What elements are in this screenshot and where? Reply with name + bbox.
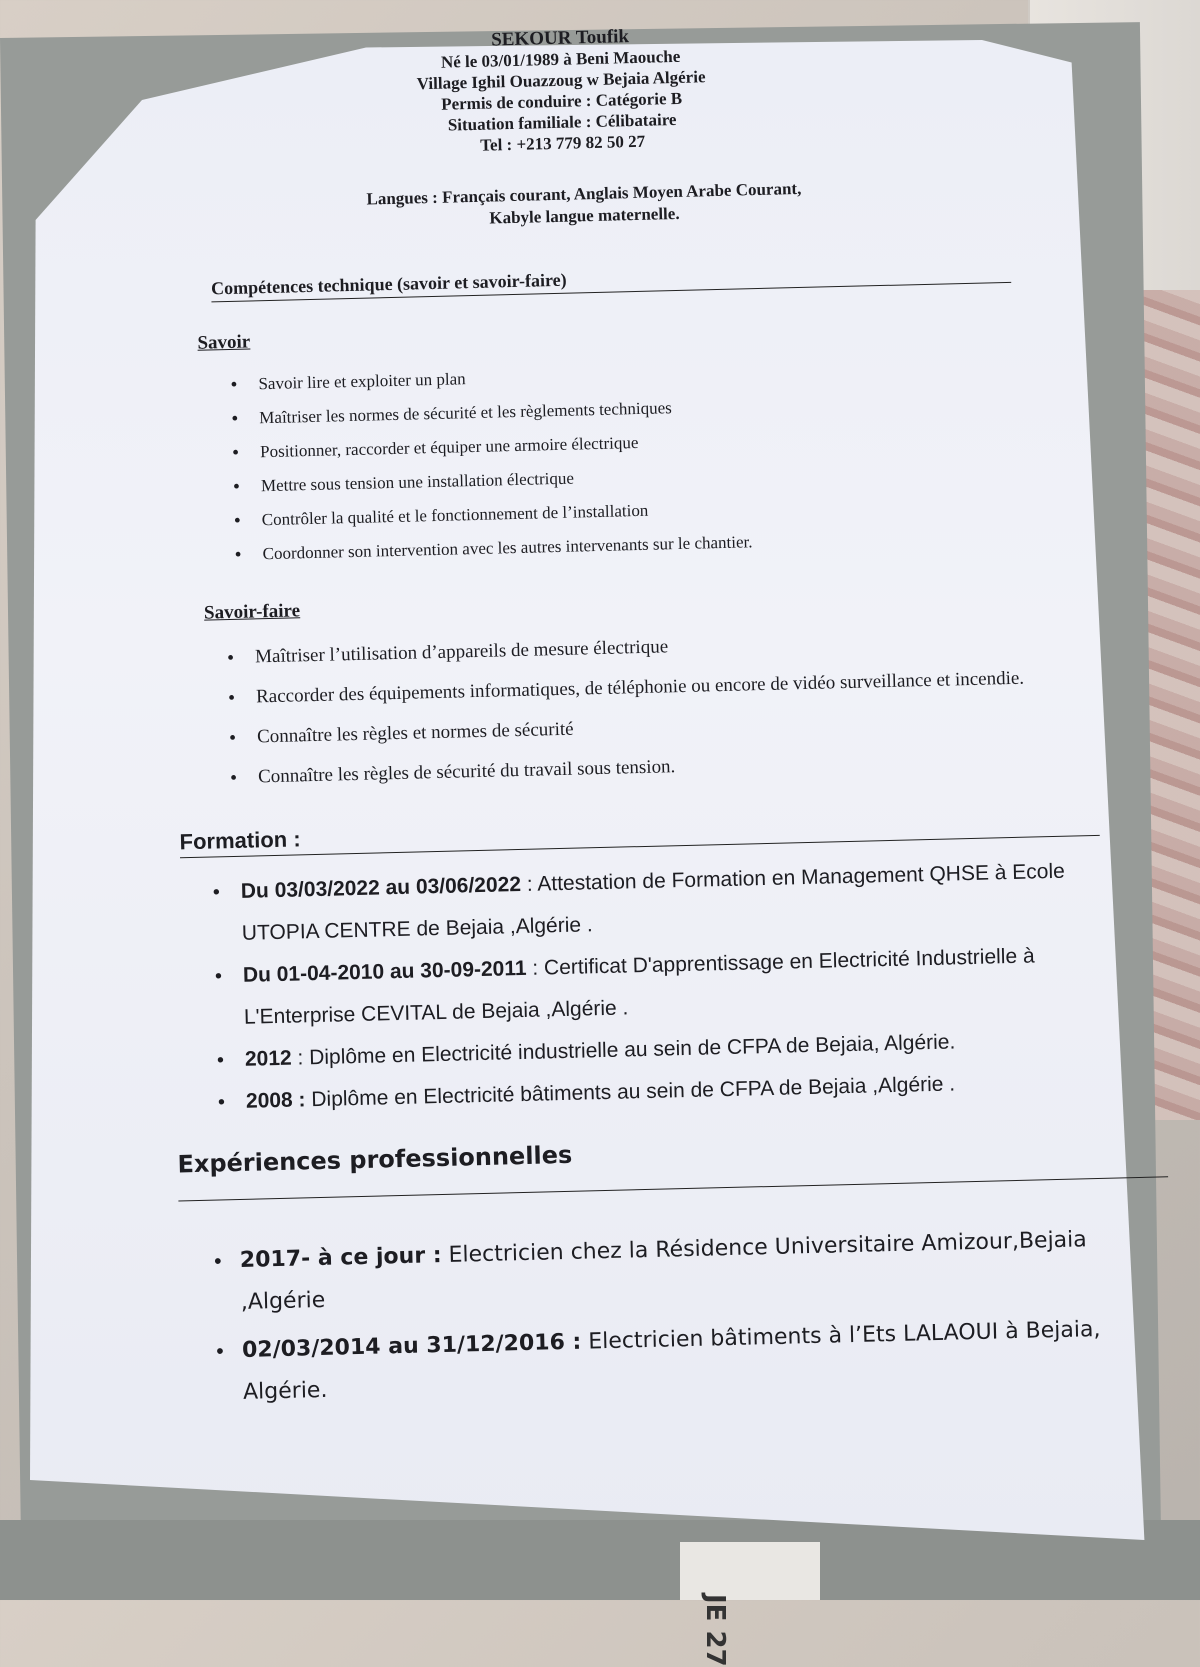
formation-list [80, 849, 1126, 1126]
experience-list [89, 1218, 1133, 1417]
experience-date: 02/03/2014 au 31/12/2016 : [241, 1329, 582, 1363]
paper-strip [680, 1542, 820, 1600]
formation-text: : Certificat D'apprentissage en Electricité Industrielle à L'Enterprise CEVITAL de Bejaia ,Algérie . [243, 944, 1035, 1029]
languages-line-1: Langues : Français courant, Anglais Moyen Arabe Courant, [366, 178, 802, 209]
experience-text: Electricien bâtiments à l’Ets LALAOUI à Bejaia, Algérie. [242, 1316, 1101, 1405]
list-item: • Raccorder des équipements informatiques, de téléphonie ou encore de vidéo surveillance et incendie. [256, 657, 1077, 717]
formation-section-title: Formation : [179, 807, 1099, 858]
formation-text: : Attestation de Formation en Management QHSE à Ecole UTOPIA CENTRE de Bejaia ,Algérie . [241, 859, 1066, 945]
address: Village Ighil Ouazzoug w Bejaia Algérie [416, 67, 706, 94]
marital-status: Situation familiale : Célibataire [447, 109, 677, 135]
languages [214, 174, 955, 236]
list-item [242, 1308, 1144, 1414]
formation-date: 2008 : [245, 1088, 306, 1113]
list-item: • Savoir lire et exploiter un plan [258, 346, 1109, 401]
list-item: • Connaître les règles de sécurité du travail sous tension. [258, 737, 1079, 797]
savoir-faire-list [75, 616, 1119, 801]
formation-date: Du 01-04-2010 au 30-09-2011 [242, 956, 527, 987]
list-item: • Contrôler la qualité et le fonctionnement de l’installation [261, 482, 1112, 537]
savoir-faire-title: Savoir-faire [203, 600, 301, 624]
list-item: • Positionner, raccorder et équiper une armoire électrique [260, 414, 1111, 469]
list-item [239, 1218, 1141, 1324]
personal-info [210, 19, 913, 162]
candidate-name: SEKOUR Toufik [490, 26, 630, 51]
formation-date: Du 03/03/2022 au 03/06/2022 [240, 872, 522, 903]
phone-number: Tel : +213 779 82 50 27 [480, 131, 646, 155]
cv-content [60, 15, 1134, 1424]
driving-license: Permis de conduire : Catégorie B [440, 88, 683, 114]
birth-info: Né le 03/01/1989 à Beni Maouche [440, 46, 681, 72]
languages-line-2: Kabyle langue maternelle. [489, 203, 680, 228]
formation-text: : Diplôme en Electricité industrielle au sein de CFPA de Bejaia, Algérie. [291, 1030, 956, 1070]
list-item: • Maîtriser l’utilisation d’appareils de mesure électrique [255, 617, 1076, 677]
list-item: • Maîtriser les normes de sécurité et les règlements techniques [259, 380, 1110, 435]
savoir-title: Savoir [197, 331, 251, 354]
formation-text: Diplôme en Electricité bâtiments au sein de CFPA de Bejaia ,Algérie . [305, 1072, 956, 1112]
experience-text: Electricien chez la Résidence Universitaire Amizour,Bejaia ,Algérie [240, 1227, 1088, 1315]
experience-date: 2017- à ce jour : [239, 1243, 442, 1273]
formation-date: 2012 [244, 1046, 292, 1071]
skills-section-title: Compétences technique (savoir et savoir-faire) [211, 259, 1011, 303]
list-item: • Mettre sous tension une installation électrique [261, 448, 1112, 503]
experience-section-title: Expériences professionnelles [177, 1126, 1168, 1201]
list-item: • Coordonner son intervention avec les autres intervenants sur le chantier. [262, 516, 1113, 571]
paper-strip-text: JE 27 [700, 1594, 730, 1667]
savoir-list [68, 346, 1113, 575]
list-item: • Connaître les règles et normes de sécurité [257, 697, 1078, 757]
